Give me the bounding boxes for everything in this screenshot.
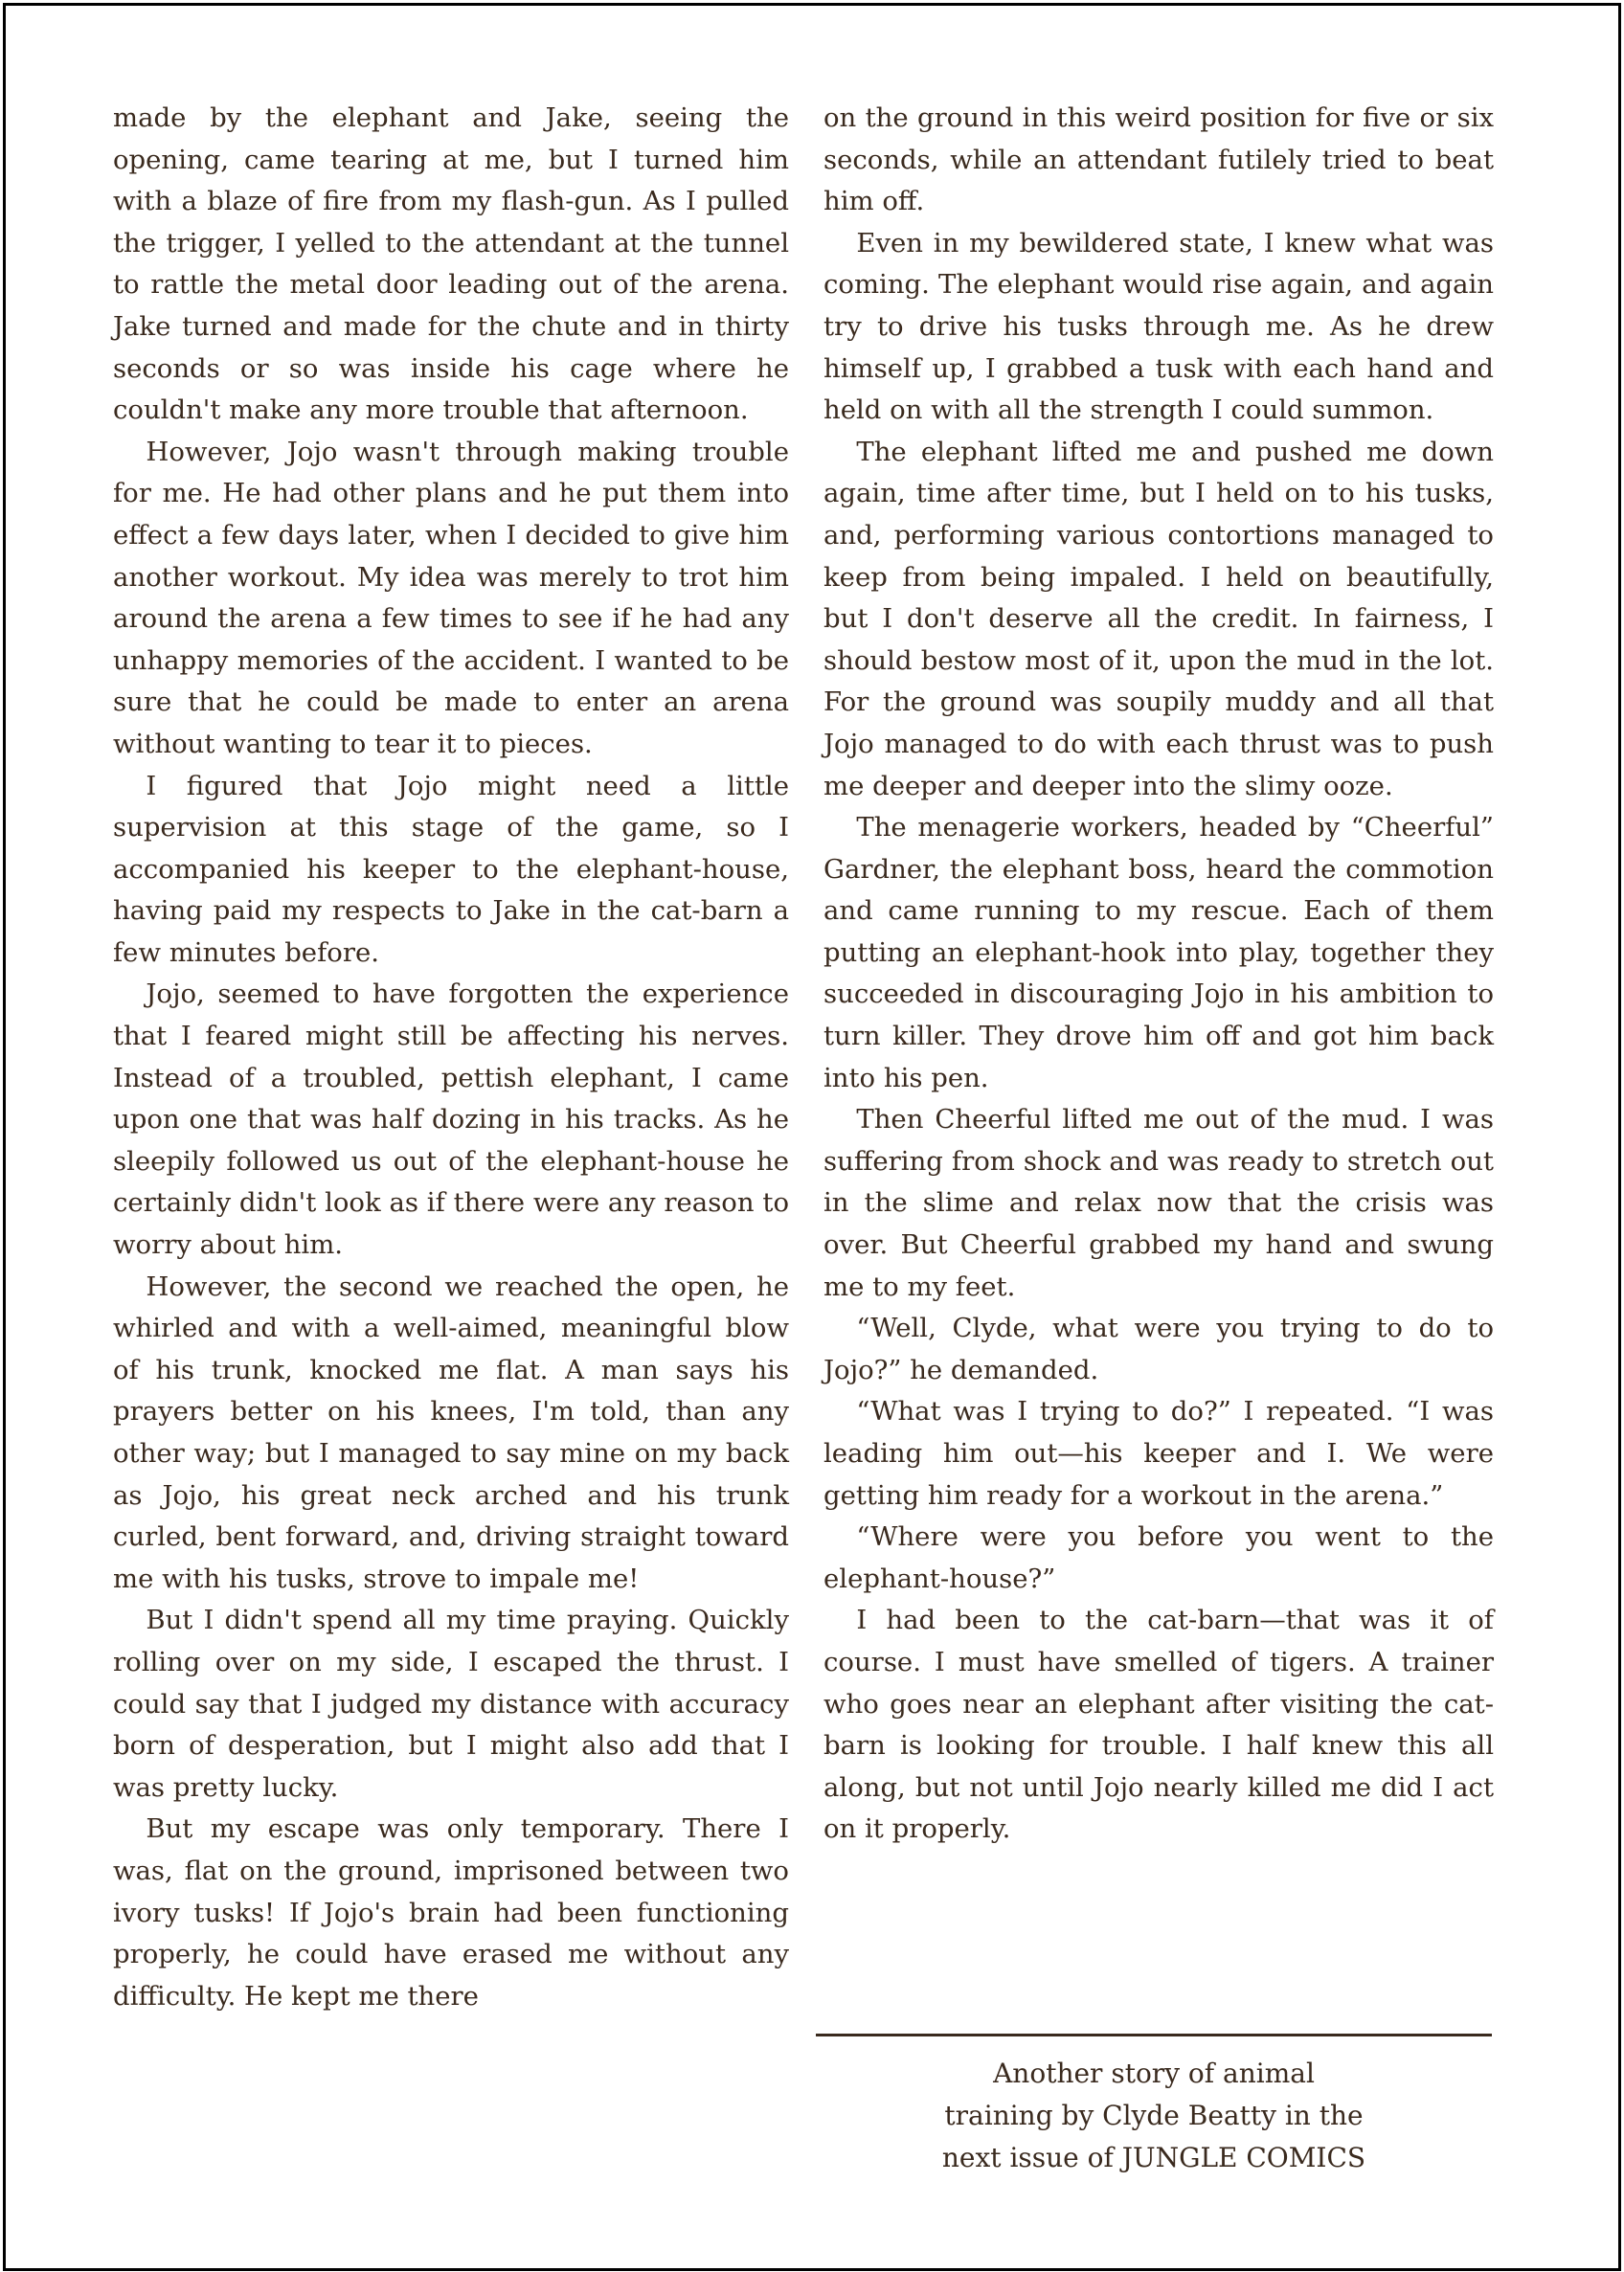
paragraph: Even in my bewildered state, I knew what was coming. The elephant would rise again, and again try to drive his tusks through me. As he drew himself up, I grabbed a tusk with each hand and held on with all the strength I could summon.	[823, 227, 1494, 426]
paragraph: “Where were you before you went to the elephant-house?”	[823, 1521, 1494, 1594]
paragraph: Jojo, seemed to have forgotten the experience that I feared might still be affecting his nerves. Instead of a troubled, pettish elephant, I came upon one that was half dozing in his tracks. As he sleepily followed us out of the elephant-house he certainly didn't look as if there were any reason to worry about him.	[113, 979, 789, 1261]
paragraph: But I didn't spend all my time praying. Quickly rolling over on my side, I escaped the thrust. I could say that I judged my distance with accuracy born of desperation, but I might also add that I was pretty lucky.	[113, 1605, 789, 1803]
next-issue-line: Another story of animal	[993, 2058, 1315, 2089]
paragraph: I had been to the cat-barn—that was it of course. I must have smelled of tigers. A trainer who goes near an elephant after visiting the cat-barn is looking for trouble. I half knew this all along, but not until Jojo nearly killed me did I act on it properly.	[823, 1605, 1494, 1845]
left-column	[113, 98, 789, 2017]
paragraph: But my escape was only temporary. There I was, flat on the ground, imprisoned between two ivory tusks! If Jojo's brain had been functioning properly, he could have erased me without any difficulty. He kept me there	[113, 1813, 789, 2012]
next-issue-line: next issue of JUNGLE COMICS	[941, 2142, 1366, 2173]
paragraph: I figured that Jojo might need a little supervision at this stage of the game, so I accompanied his keeper to the elephant-house, having paid my respects to Jake in the cat-barn a few minutes before.	[113, 770, 789, 968]
right-column	[823, 98, 1494, 1851]
paragraph: “What was I trying to do?” I repeated. “I was leading him out—his keeper and I. We were getting him ready for a workout in the arena.”	[823, 1396, 1494, 1511]
paragraph: made by the elephant and Jake, seeing the opening, came tearing at me, but I turned him with a blaze of fire from my flash-gun. As I pulled the trigger, I yelled to the attendant at the tunnel to rattle the metal door leading out of the arena. Jake turned and made for the chute and in thirty seconds or so was inside his cage where he couldn't make any more trouble that afternoon.	[113, 102, 789, 426]
next-issue-line: training by Clyde Beatty in the	[944, 2100, 1364, 2131]
paragraph: However, Jojo wasn't through making trouble for me. He had other plans and he put them into effect a few days later, when I decided to give him another workout. My idea was merely to trot him around the arena a few times to see if he had any unhappy memories of the accident. I wanted to be sure that he could be made to enter an arena without wanting to tear it to pieces.	[113, 436, 789, 759]
paragraph: The menagerie workers, headed by “Cheerful” Gardner, the elephant boss, heard the commotion and came running to my rescue. Each of them putting an elephant-hook into play, together they succeeded in discouraging Jojo in his ambition to turn killer. They drove him off and got him back into his pen.	[823, 812, 1494, 1093]
next-issue-note	[816, 2053, 1492, 2179]
paragraph: “Well, Clyde, what were you trying to do to Jojo?” he demanded.	[823, 1313, 1494, 1385]
paragraph: The elephant lifted me and pushed me down again, time after time, but I held on to his tusks, and, performing various contortions managed to keep from being impaled. I held on beautifully, but I don't deserve all the credit. In fairness, I should bestow most of it, upon the mud in the lot. For the ground was soupily muddy and all that Jojo managed to do with each thrust was to push me deeper and deeper into the slimy ooze.	[823, 436, 1494, 801]
paragraph: on the ground in this weird position for five or six seconds, while an attendant futilely tried to beat him off.	[823, 102, 1494, 217]
paragraph: Then Cheerful lifted me out of the mud. I was suffering from shock and was ready to stretch out in the slime and relax now that the crisis was over. But Cheerful grabbed my hand and swung me to my feet.	[823, 1104, 1494, 1302]
divider-rule	[816, 2034, 1492, 2036]
paragraph: However, the second we reached the open, he whirled and with a well-aimed, meaningful blow of his trunk, knocked me flat. A man says his prayers better on his knees, I'm told, than any other way; but I managed to say mine on my back as Jojo, his great neck arched and his trunk curled, bent forward, and, driving straight toward me with his tusks, strove to impale me!	[113, 1271, 789, 1594]
